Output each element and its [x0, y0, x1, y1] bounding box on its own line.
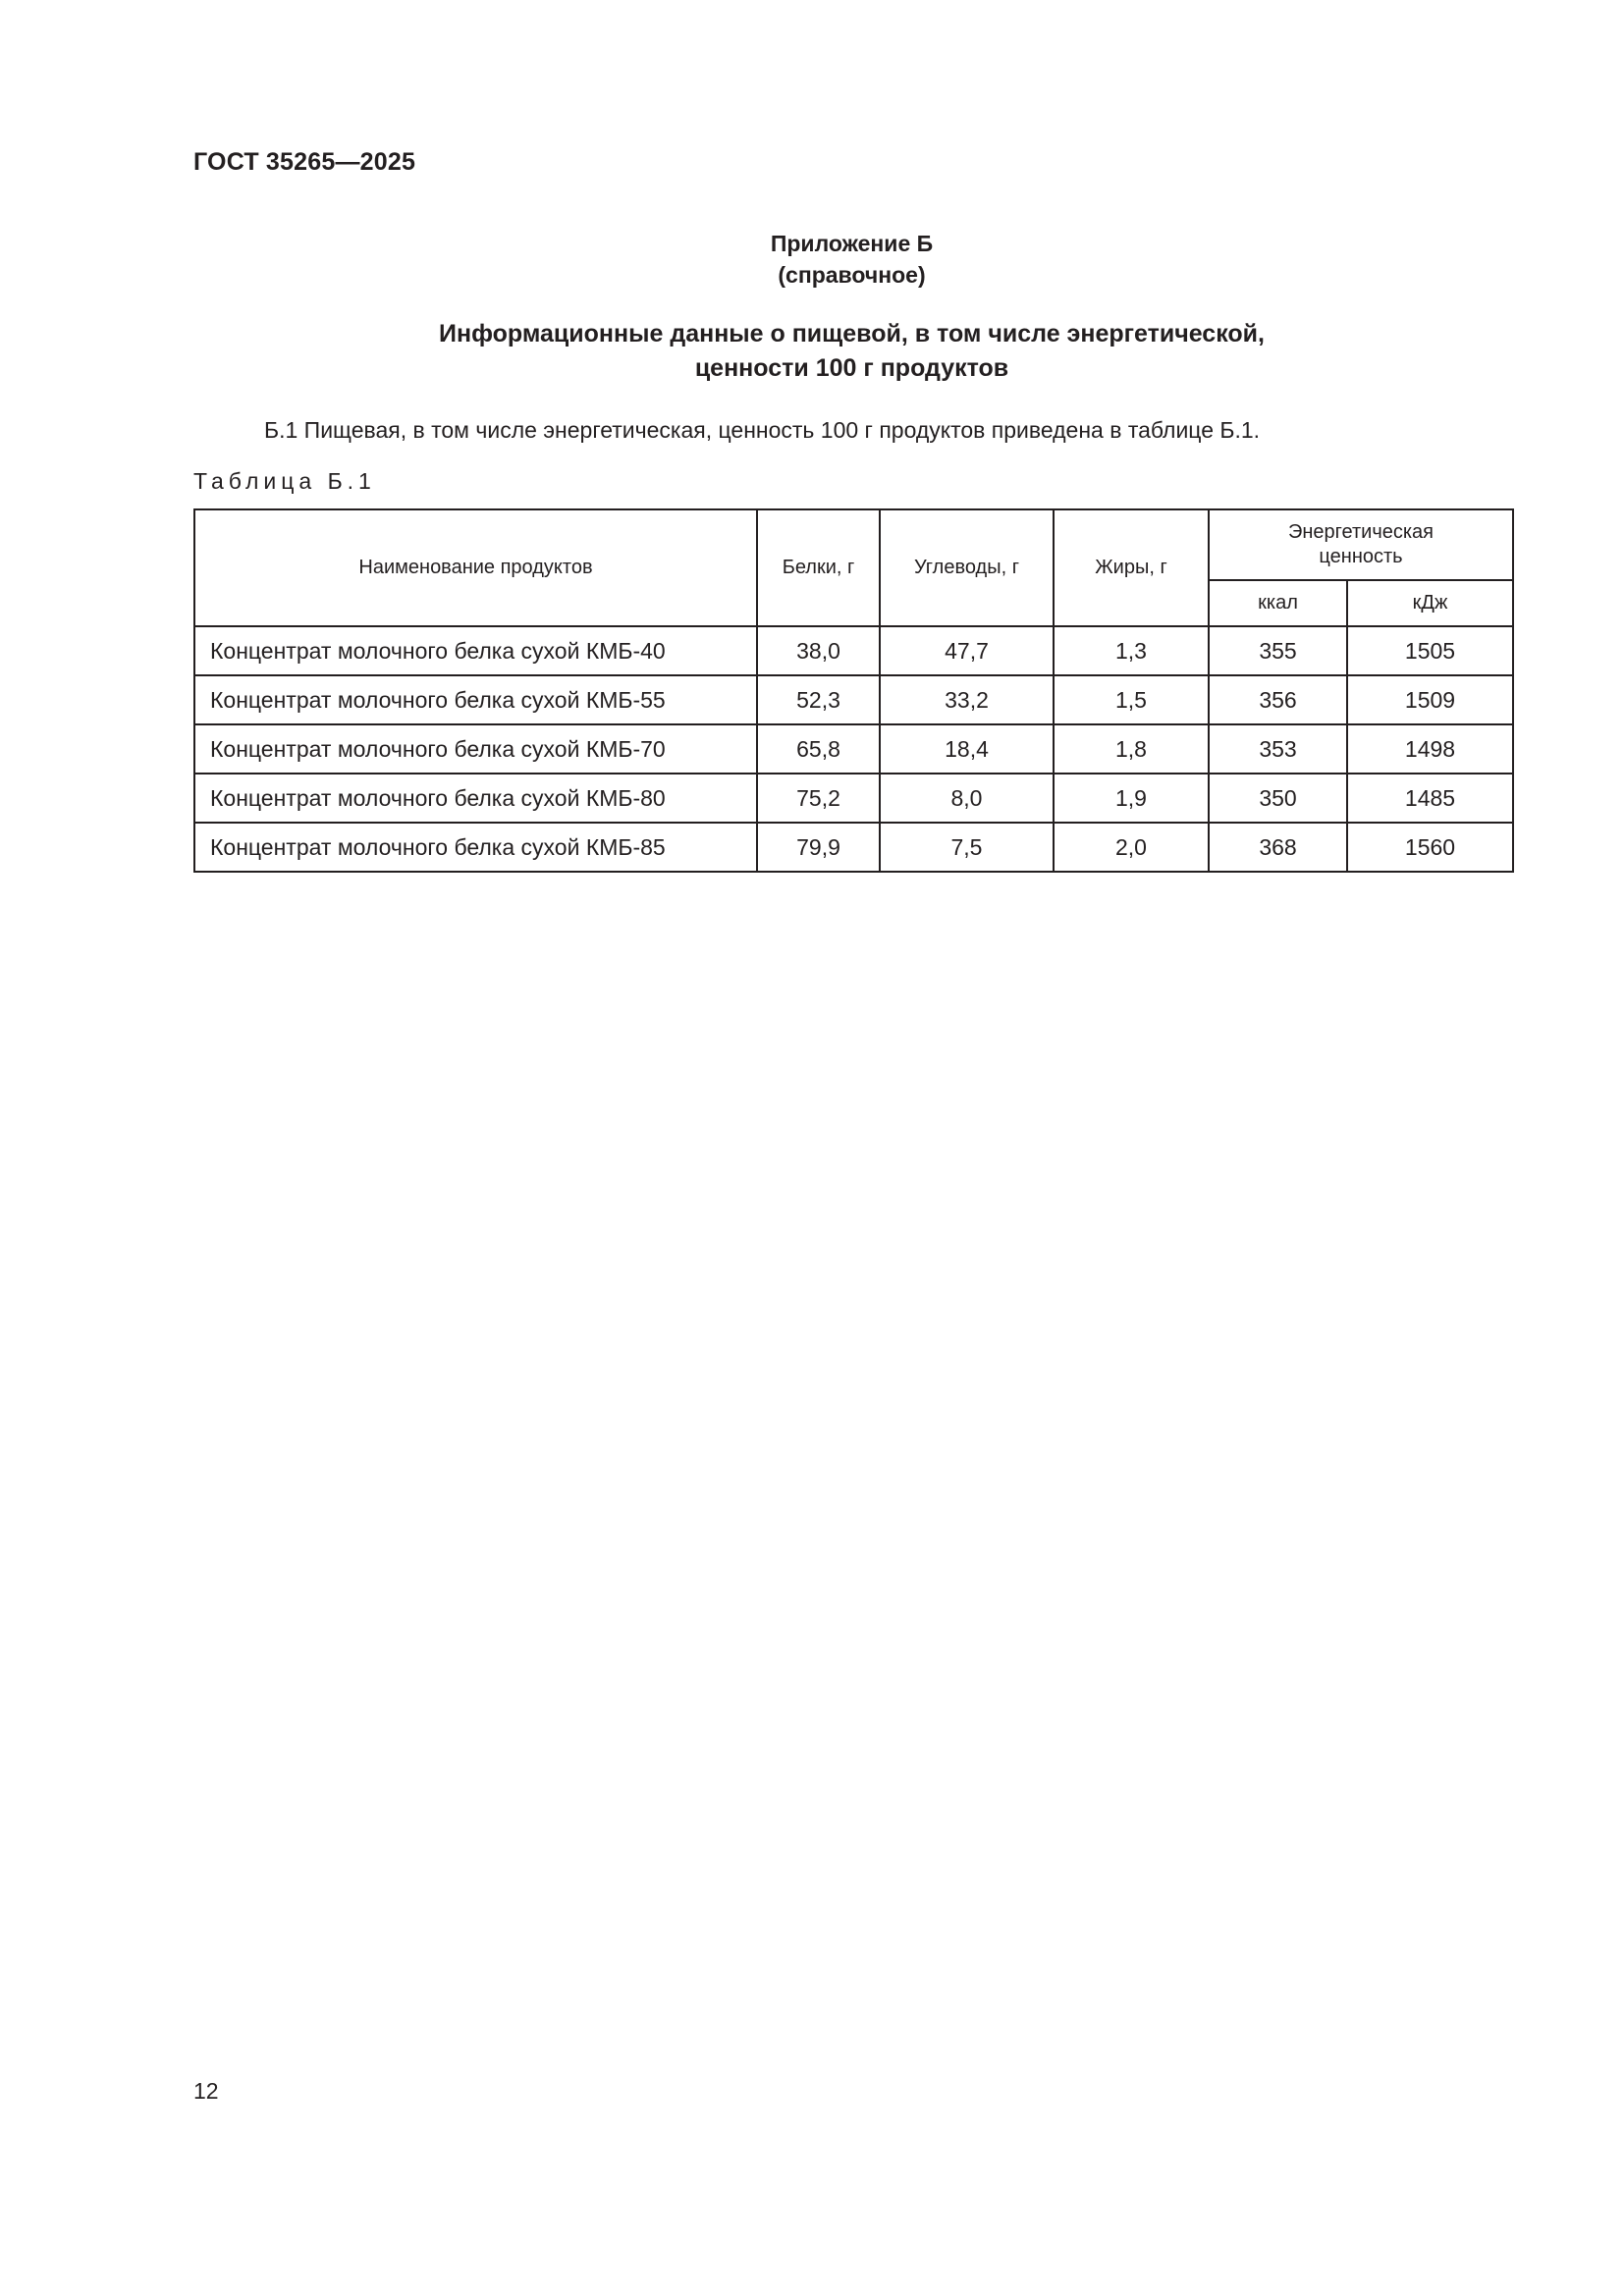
product-name-cell: Концентрат молочного белка сухой КМБ-55 — [194, 675, 757, 724]
carbs-cell: 47,7 — [880, 626, 1054, 675]
document-title-line1: Информационные данные о пищевой, в том числе энергетической, — [439, 320, 1265, 347]
table-row — [194, 675, 1513, 724]
header-carbs: Углеводы, г — [880, 509, 1054, 626]
intro-paragraph: Б.1 Пищевая, в том числе энергетическая, ценность 100 г продуктов приведена в таблице Б.1. — [264, 417, 1261, 443]
fats-cell: 1,8 — [1054, 724, 1209, 774]
header-energy-line2: ценность — [1319, 546, 1403, 567]
protein-cell: 52,3 — [757, 675, 880, 724]
protein-cell: 65,8 — [757, 724, 880, 774]
table-row — [194, 823, 1513, 872]
kcal-cell: 368 — [1209, 823, 1347, 872]
kj-cell: 1485 — [1347, 774, 1513, 823]
header-fats: Жиры, г — [1054, 509, 1209, 626]
product-name-cell: Концентрат молочного белка сухой КМБ-85 — [194, 823, 757, 872]
fats-cell: 2,0 — [1054, 823, 1209, 872]
header-kcal: ккал — [1209, 580, 1347, 626]
table-row — [194, 724, 1513, 774]
table-row — [194, 774, 1513, 823]
protein-cell: 79,9 — [757, 823, 880, 872]
kcal-cell: 356 — [1209, 675, 1347, 724]
carbs-cell: 33,2 — [880, 675, 1054, 724]
product-name-cell: Концентрат молочного белка сухой КМБ-40 — [194, 626, 757, 675]
kcal-cell: 355 — [1209, 626, 1347, 675]
carbs-cell: 18,4 — [880, 724, 1054, 774]
table-row — [194, 626, 1513, 675]
page-number: 12 — [193, 2078, 219, 2104]
header-kj: кДж — [1347, 580, 1513, 626]
header-product-name: Наименование продуктов — [194, 509, 757, 626]
table-caption: Таблица Б.1 — [193, 468, 376, 494]
kj-cell: 1505 — [1347, 626, 1513, 675]
appendix-type: (справочное) — [778, 262, 926, 288]
protein-cell: 38,0 — [757, 626, 880, 675]
appendix-label: Приложение Б — [770, 231, 934, 256]
header-energy-value — [1209, 509, 1513, 580]
fats-cell: 1,3 — [1054, 626, 1209, 675]
header-protein: Белки, г — [757, 509, 880, 626]
product-name-cell: Концентрат молочного белка сухой КМБ-70 — [194, 724, 757, 774]
appendix-heading — [0, 228, 1624, 291]
kcal-cell: 350 — [1209, 774, 1347, 823]
carbs-cell: 8,0 — [880, 774, 1054, 823]
nutrition-table — [193, 508, 1514, 873]
document-title-line2: ценности 100 г продуктов — [694, 354, 1009, 382]
carbs-cell: 7,5 — [880, 823, 1054, 872]
kj-cell: 1509 — [1347, 675, 1513, 724]
fats-cell: 1,5 — [1054, 675, 1209, 724]
kj-cell: 1498 — [1347, 724, 1513, 774]
kcal-cell: 353 — [1209, 724, 1347, 774]
standard-code-header: ГОСТ 35265—2025 — [193, 148, 416, 176]
fats-cell: 1,9 — [1054, 774, 1209, 823]
header-energy-line1: Энергетическая — [1288, 521, 1434, 543]
product-name-cell: Концентрат молочного белка сухой КМБ-80 — [194, 774, 757, 823]
kj-cell: 1560 — [1347, 823, 1513, 872]
protein-cell: 75,2 — [757, 774, 880, 823]
document-title — [0, 317, 1624, 386]
